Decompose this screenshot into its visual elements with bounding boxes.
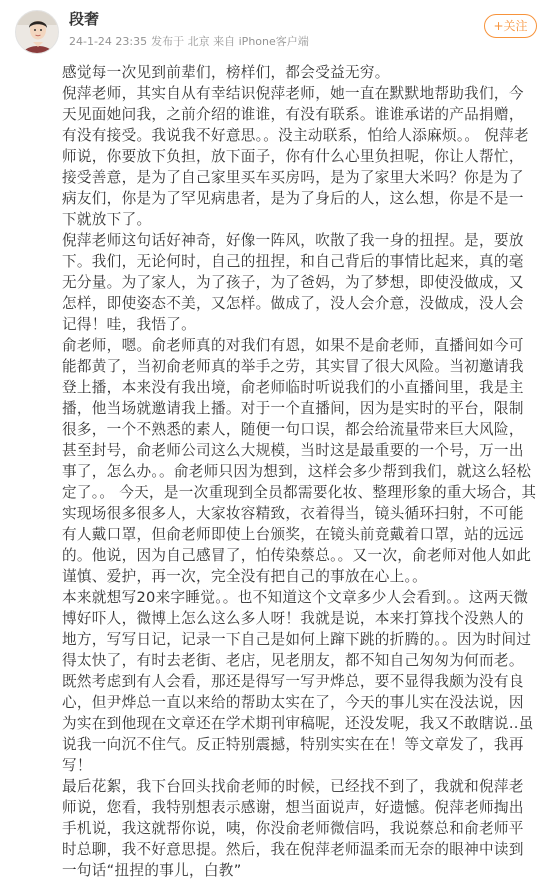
post-paragraph: 本来就想写20来字睡觉。。也不知道这个文章多少人会看到。。这两天微博好吓人，微博上怎么这么多人呀！我就是说，本来打算找个没熟人的地方，写写日记，记录一下自己是如何上蹿下跳的折腾的。。因为时间过得太快了，有时去老街、老店，见老朋友，都不知自己匆匆为何而老。 xyxy=(62,589,532,669)
avatar[interactable] xyxy=(15,10,59,54)
post-source: 发布于 北京 来自 iPhone客户端 xyxy=(151,35,309,48)
post-header xyxy=(0,0,550,66)
post-paragraph: 感觉每一次见到前辈们，榜样们，都会受益无穷。 xyxy=(62,64,390,81)
post-paragraph: 既然考虑到有人会看，那还是得写一写尹烨总，要不显得我颇为没有良心，但尹烨总一直以来给的帮助太实在了，今天的事儿实在没法说，因为实在到他现在文章还在学术期刊审稿呢，还没发呢，我又不敢瞎说..虽说我一向沉不住气。反正特别震撼，特别实实在在！等文章发了，我再写！ xyxy=(62,673,534,774)
follow-button[interactable]: +关注 xyxy=(484,14,537,38)
post-meta xyxy=(69,34,313,50)
avatar-icon xyxy=(16,11,59,54)
post-paragraph: 俞老师，嗯。俞老师真的对我们有恩，如果不是俞老师，直播间如今可能都黄了，当初俞老师真的举手之劳，其实冒了很大风险。当初邀请我登上播，本来没有我出境，俞老师临时听说我们的小直播间里，我是主播，他当场就邀请我上播。对于一个直播间，因为是实时的平台，限制很多，一个不熟悉的素人，随便一句口误，都会给流量带来巨大风险，甚至封号，俞老师公司这么大规模，当时这是最重要的一个号，万一出事了，怎么办。。俞老师只因为想到，这样会多少帮到我们，就这么轻松定了。。 今天，是一次重现到全员都需要化妆、整理形象的重大场合，其实现场很多很多人，大家妆容精致，衣着得当，镜头循环扫射，不可能有人戴口罩，但俞老师即使上台颁奖，在镜头前竟戴着口罩，站的远远的。他说，因为自己感冒了，怕传染蔡总。。又一次，俞老师对他人如此谨慎、爱护，再一次，完全没有把自己的事放在心上。。 xyxy=(62,337,537,585)
post-paragraph: 倪萍老师这句话好神奇，好像一阵风，吹散了我一身的扭捏。是，要放下。我们，无论何时，自己的扭捏，和自己背后的事情比起来，真的毫无分量。为了家人，为了孩子，为了爸妈，为了梦想，即使没做成，又怎样，即使姿态不美，又怎样。做成了，没人会介意，没做成，没人会记得！哇，我悟了。 xyxy=(62,232,524,333)
post-content xyxy=(62,62,538,881)
post-paragraph: 最后花絮，我下台回头找俞老师的时候，已经找不到了，我就和倪萍老师说，您看，我特别想表示感谢，想当面说声，好遗憾。倪萍老师掏出手机说，我这就帮你说，咦，你没俞老师微信吗，我说蔡总和俞老师平时总聊，我不好意思提。然后，我在倪萍老师温柔而无奈的眼神中读到一句话“扭捏的事儿，白教” xyxy=(62,778,524,879)
post-timestamp: 24-1-24 23:35 xyxy=(69,35,148,48)
post-paragraph: 倪萍老师，其实自从有幸结识倪萍老师，她一直在默默地帮助我们，今天见面她问我，之前介绍的谁谁，有没有联系。谁谁承诺的产品捐赠，有没有接受。我说我不好意思。。没主动联系，怕给人添麻烦。。 倪萍老师说，你要放下负担，放下面子，你有什么心里负担呢，你让人帮忙，接受善意，是为了自己家里买车买房吗，是为了家里大米吗？你是为了病友们，你是为了罕见病患者，是为了身后的人，这么想，你是不是一下就放下了。 xyxy=(62,85,529,228)
username[interactable]: 段奢 xyxy=(69,10,100,28)
